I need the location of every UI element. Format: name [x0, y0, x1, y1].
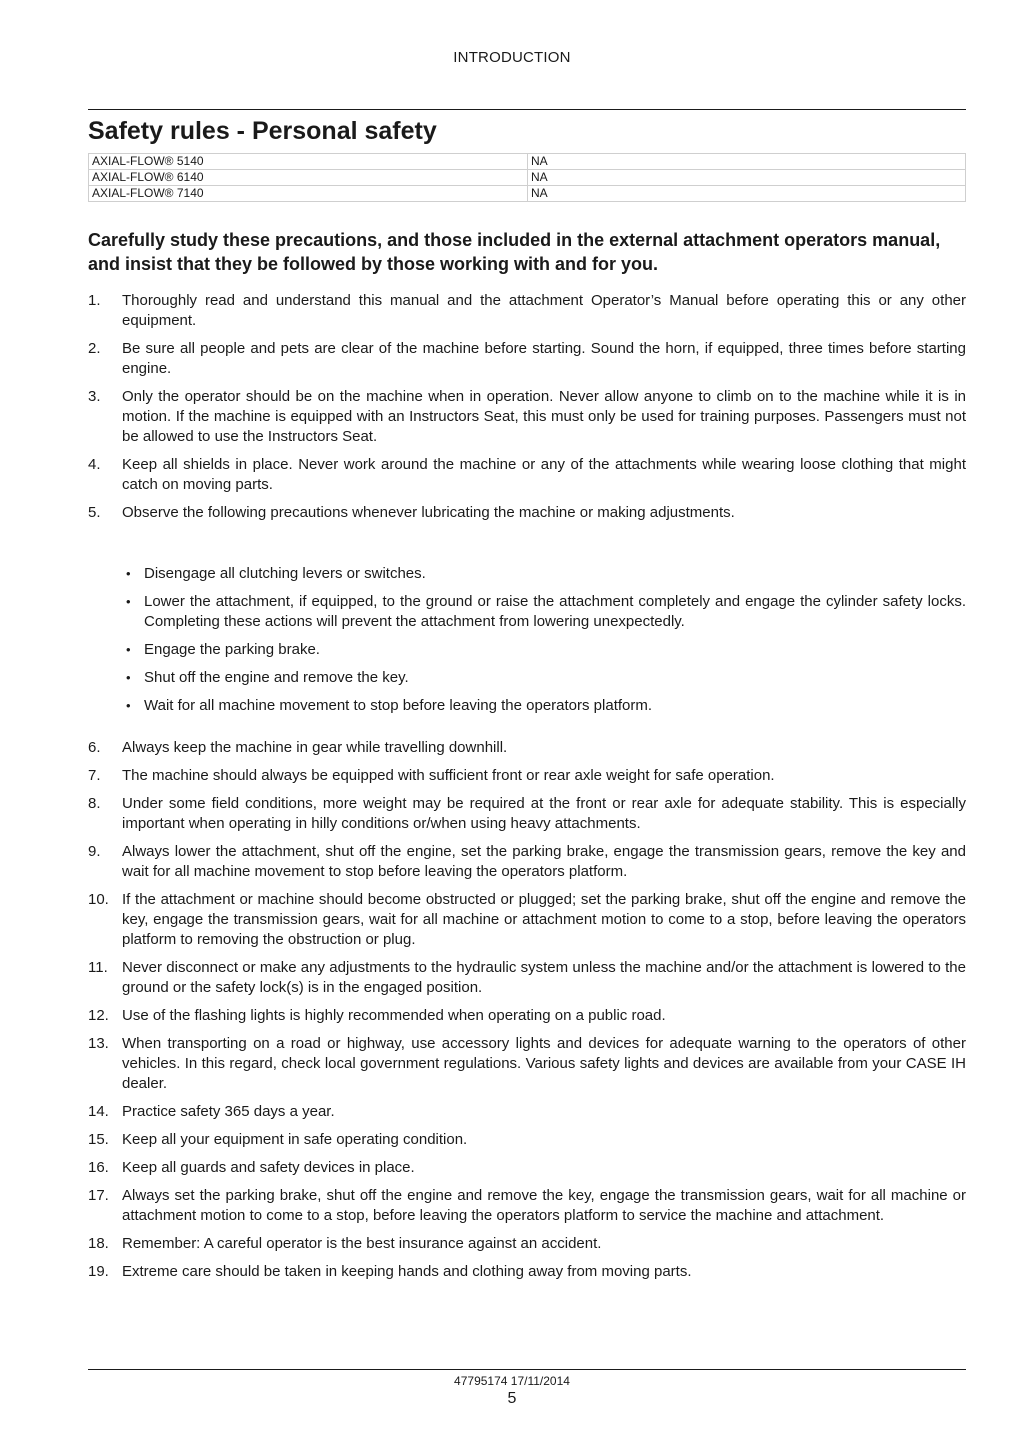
item-number: 17.	[88, 1187, 109, 1204]
list-item	[122, 592, 966, 632]
bullet-icon: •	[126, 566, 131, 581]
item-text: Thoroughly read and understand this manual and the attachment Operator’s Manual before operating this or any other equipment.	[122, 292, 966, 329]
item-number: 3.	[88, 388, 101, 405]
list-item	[122, 696, 966, 716]
item-text: Practice safety 365 days a year.	[122, 1103, 335, 1120]
page-number: 5	[507, 1390, 517, 1407]
item-number: 15.	[88, 1131, 109, 1148]
item-text: Never disconnect or make any adjustments to the hydraulic system unless the machine and/or the attachment is lowered to the ground or the safety lock(s) is in the engaged position.	[122, 959, 966, 996]
item-text: Wait for all machine movement to stop before leaving the operators platform.	[144, 697, 653, 714]
list-item	[88, 958, 966, 998]
precaution-bullets	[122, 564, 966, 724]
item-number: 7.	[88, 767, 101, 784]
list-item	[88, 890, 966, 950]
running-header: INTRODUCTION	[453, 49, 571, 66]
bullet-icon: •	[126, 698, 131, 713]
item-text: Always set the parking brake, shut off the engine and remove the key, engage the transmission gears, wait for all machine or attachment motion to come to a stop, before leaving the operators platform to service the machine and attachment.	[122, 1187, 966, 1224]
list-item	[88, 387, 966, 447]
model-name: AXIAL-FLOW® 5140	[89, 154, 528, 170]
list-item	[88, 842, 966, 882]
item-number: 14.	[88, 1103, 109, 1120]
item-text: Shut off the engine and remove the key.	[144, 669, 409, 686]
item-text: Keep all shields in place. Never work around the machine or any of the attachments while wearing loose clothing that might catch on moving parts.	[122, 456, 966, 493]
item-text: Lower the attachment, if equipped, to the ground or raise the attachment completely and engage the cylinder safety locks. Completing these actions will prevent the attachment from lowering unexpectedly.	[144, 593, 966, 630]
page-title: Safety rules - Personal safety	[88, 117, 437, 145]
list-item	[88, 1186, 966, 1226]
list-item	[122, 640, 966, 660]
bullet-icon: •	[126, 670, 131, 685]
model-name: AXIAL-FLOW® 6140	[89, 170, 528, 186]
item-text: Under some field conditions, more weight may be required at the front or rear axle for adequate stability. This is especially important when operating in hilly conditions or/when using heavy attachments.	[122, 795, 966, 832]
item-text: Disengage all clutching levers or switches.	[144, 565, 426, 582]
safety-rules-list-continued	[88, 738, 966, 1290]
item-text: Be sure all people and pets are clear of the machine before starting. Sound the horn, if equipped, three times before starting engine.	[122, 340, 966, 377]
item-number: 2.	[88, 340, 101, 357]
safety-rules-list	[88, 291, 966, 531]
list-item	[122, 564, 966, 584]
item-text: Always lower the attachment, shut off the engine, set the parking brake, engage the transmission gears, remove the key and wait for all machine movement to stop before leaving the operators platform.	[122, 843, 966, 880]
item-number: 6.	[88, 739, 101, 756]
bottom-divider	[88, 1369, 966, 1370]
item-number: 12.	[88, 1007, 109, 1024]
item-text: Keep all guards and safety devices in place.	[122, 1159, 415, 1176]
item-number: 10.	[88, 891, 109, 908]
list-item	[88, 339, 966, 379]
model-name: AXIAL-FLOW® 7140	[89, 186, 528, 202]
list-item	[88, 1034, 966, 1094]
item-number: 5.	[88, 504, 101, 521]
model-value: NA	[528, 154, 966, 170]
item-number: 11.	[88, 959, 108, 976]
table-row	[89, 154, 966, 170]
item-text: Observe the following precautions whenever lubricating the machine or making adjustments.	[122, 504, 735, 521]
list-item	[88, 455, 966, 495]
model-value: NA	[528, 170, 966, 186]
list-item	[88, 1130, 966, 1150]
list-item	[88, 1102, 966, 1122]
item-number: 16.	[88, 1159, 109, 1176]
model-value: NA	[528, 186, 966, 202]
item-text: The machine should always be equipped with sufficient front or rear axle weight for safe operation.	[122, 767, 775, 784]
item-number: 8.	[88, 795, 101, 812]
list-item	[88, 738, 966, 758]
document-id: 47795174 17/11/2014	[454, 1374, 570, 1388]
list-item	[88, 1234, 966, 1254]
item-text: Use of the flashing lights is highly recommended when operating on a public road.	[122, 1007, 666, 1024]
item-number: 19.	[88, 1263, 109, 1280]
list-item	[88, 503, 966, 523]
bullet-icon: •	[126, 642, 131, 657]
item-number: 4.	[88, 456, 101, 473]
list-item	[88, 291, 966, 331]
list-item	[88, 1262, 966, 1282]
bullet-icon: •	[126, 594, 131, 609]
list-item	[88, 794, 966, 834]
model-table	[88, 153, 966, 202]
item-text: Engage the parking brake.	[144, 641, 320, 658]
item-text: Keep all your equipment in safe operating condition.	[122, 1131, 468, 1148]
item-text: When transporting on a road or highway, use accessory lights and devices for adequate warning to the operators of other vehicles. In this regard, check local government regulations. Various safety lights and devices are available from your CASE IH dealer.	[122, 1035, 966, 1092]
intro-paragraph: Carefully study these precautions, and those included in the external attachment operators manual, and insist that they be followed by those working with and for you.	[88, 230, 941, 274]
table-row	[89, 186, 966, 202]
item-text: Always keep the machine in gear while travelling downhill.	[122, 739, 508, 756]
item-text: Only the operator should be on the machine when in operation. Never allow anyone to climb on to the machine while it is in motion. If the machine is equipped with an Instructors Seat, this must only be used for training purposes. Passengers must not be allowed to use the Instructors Seat.	[122, 388, 966, 445]
top-divider	[88, 109, 966, 110]
list-item	[88, 1158, 966, 1178]
item-text: If the attachment or machine should become obstructed or plugged; set the parking brake, shut off the engine and remove the key, engage the transmission gears, wait for all machine or attachment motion to come to a stop, before leaving the operators platform to removing the obstruction or plug.	[122, 891, 966, 948]
item-number: 1.	[88, 292, 101, 309]
list-item	[88, 1006, 966, 1026]
list-item	[122, 668, 966, 688]
table-row	[89, 170, 966, 186]
item-text: Remember: A careful operator is the best insurance against an accident.	[122, 1235, 602, 1252]
item-number: 9.	[88, 843, 101, 860]
item-number: 13.	[88, 1035, 109, 1052]
item-text: Extreme care should be taken in keeping hands and clothing away from moving parts.	[122, 1263, 692, 1280]
item-number: 18.	[88, 1235, 109, 1252]
list-item	[88, 766, 966, 786]
